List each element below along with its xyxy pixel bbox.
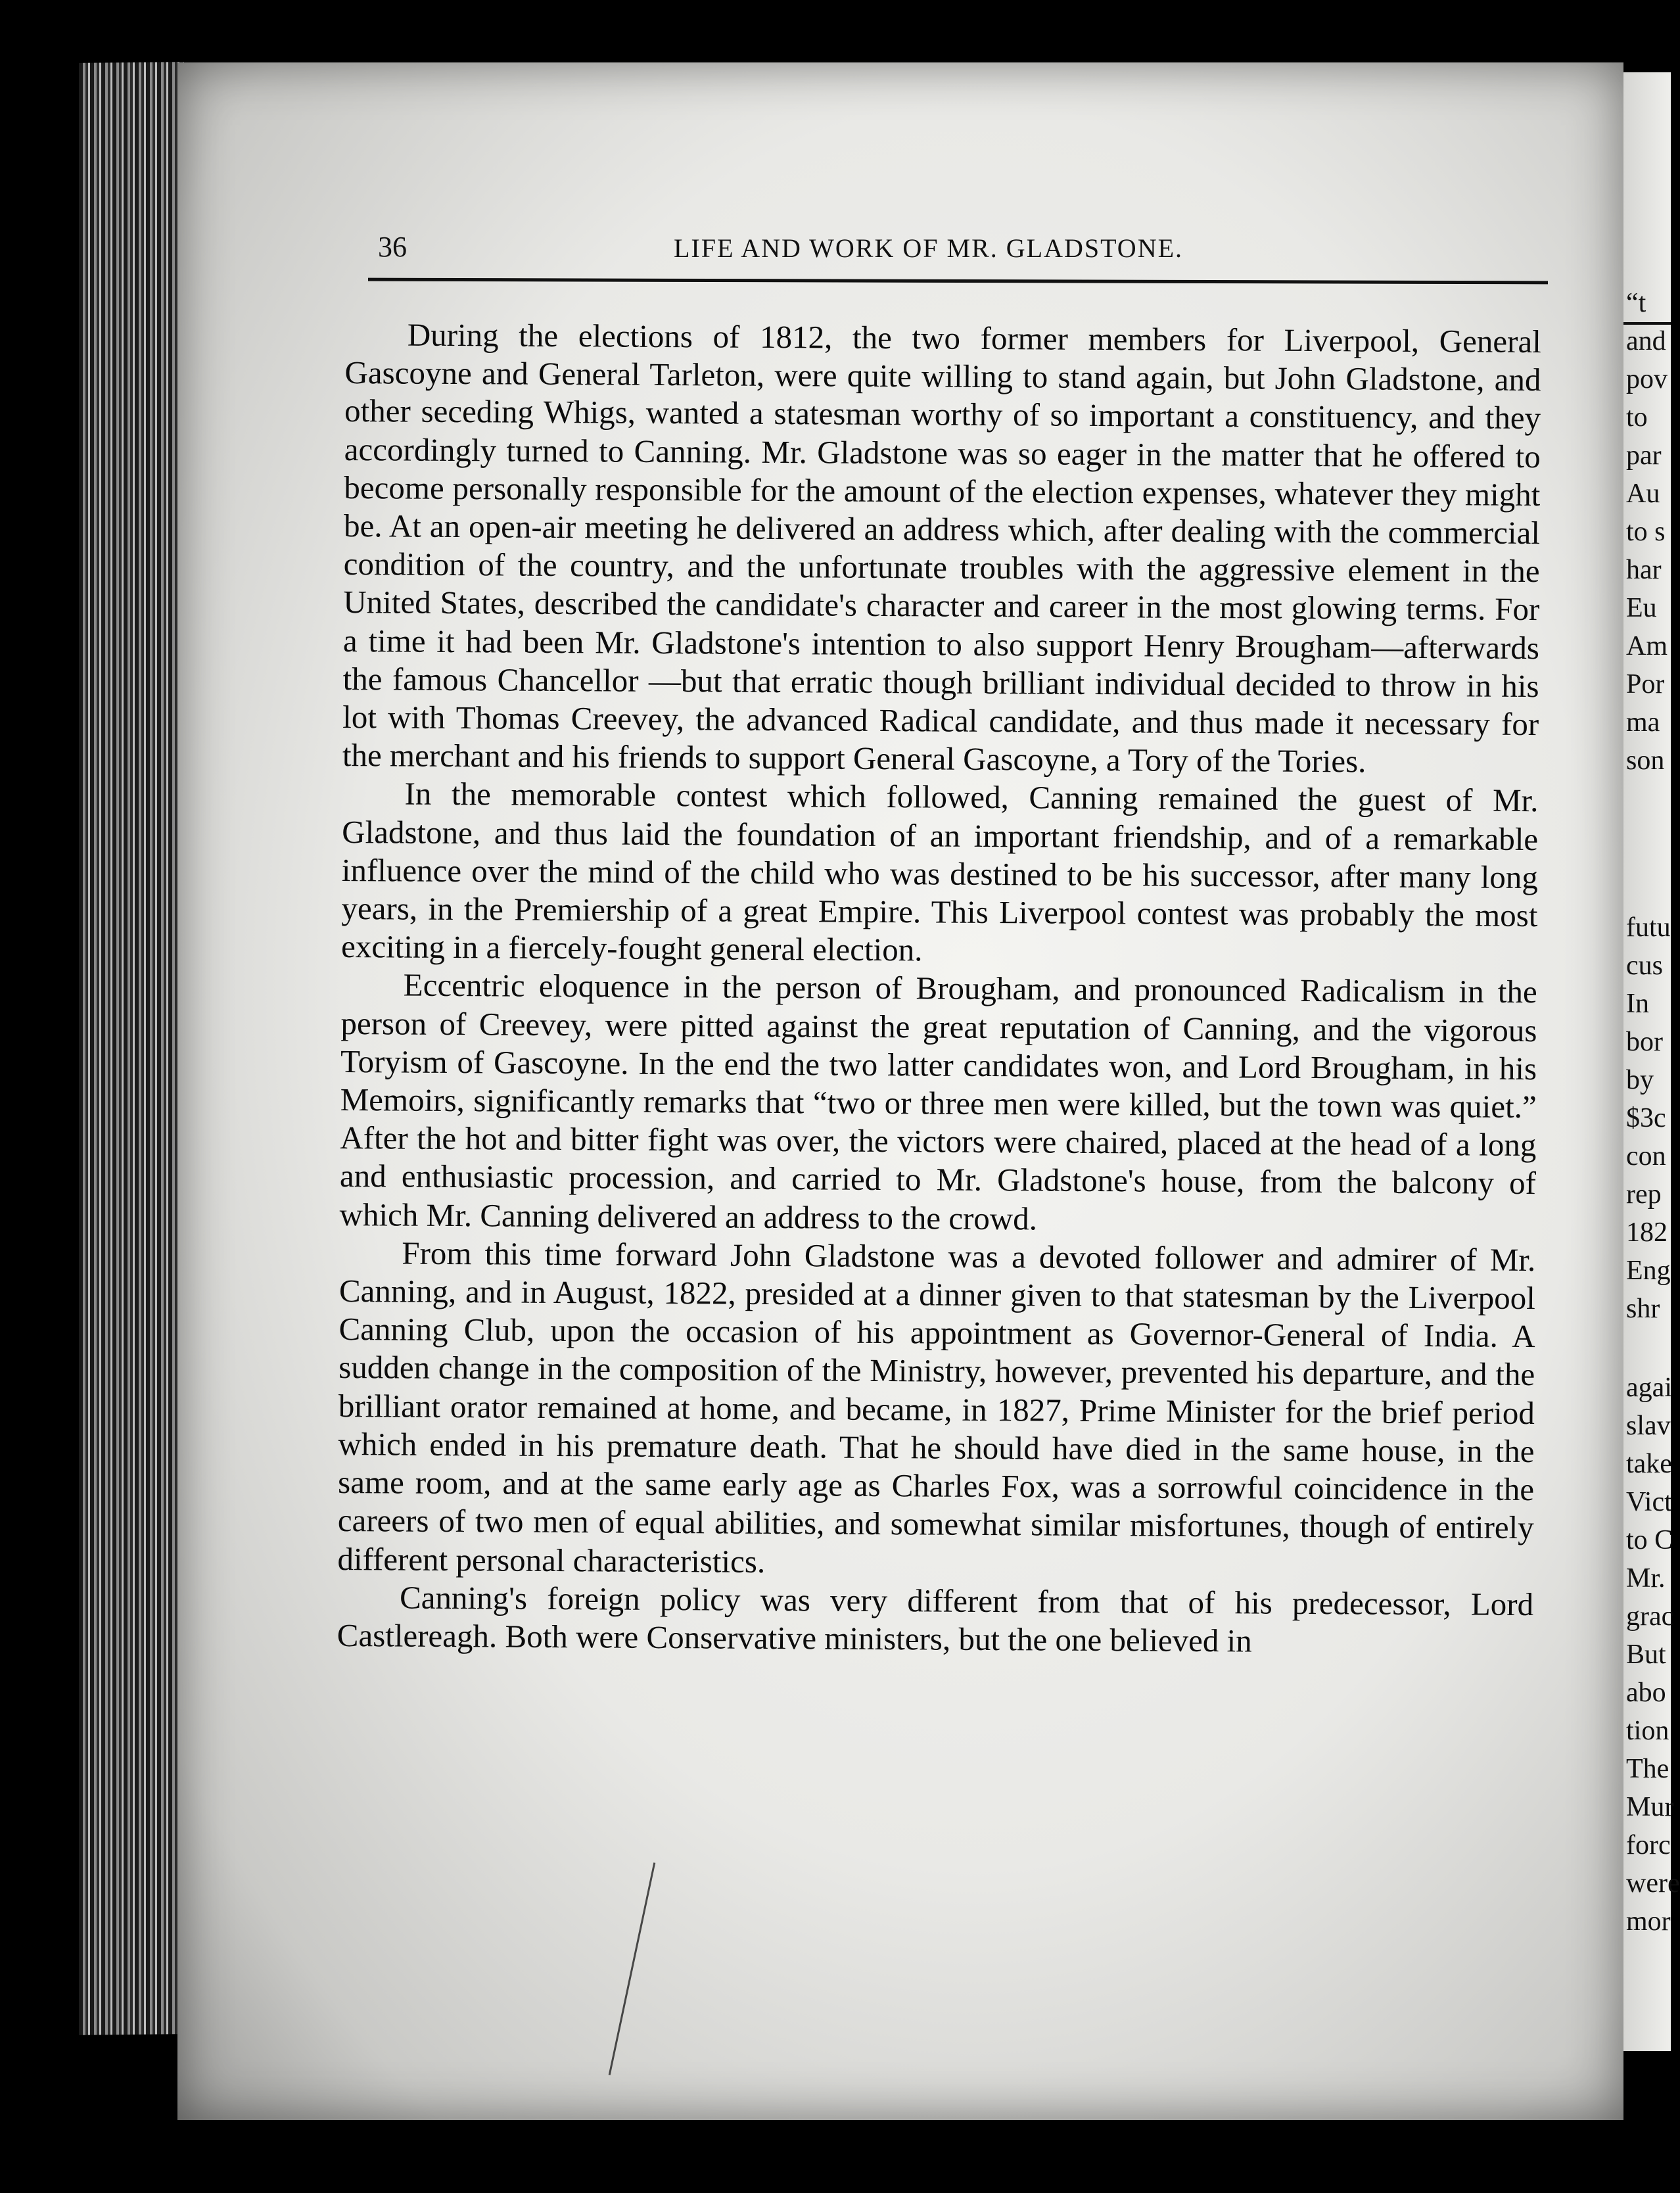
adjacent-page-rule <box>1623 322 1671 325</box>
page-number: 36 <box>378 231 407 263</box>
adjacent-page-fragment: ma <box>1626 707 1660 738</box>
adjacent-page-fragment: Mr. <box>1626 1563 1666 1593</box>
page-header <box>378 230 1535 283</box>
adjacent-page-fragment: cus <box>1626 951 1663 981</box>
book-page-edges <box>79 62 184 2035</box>
adjacent-page-fragment: Am <box>1626 631 1668 661</box>
adjacent-page-fragment: shr <box>1626 1294 1660 1324</box>
adjacent-page-fragment: con <box>1626 1141 1666 1171</box>
adjacent-page-fragment: tion <box>1626 1716 1669 1746</box>
adjacent-page-fragment: Eng <box>1626 1256 1671 1286</box>
paragraph: From this time forward John Gladstone was a devoted follower and admirer of Mr. Canning, and in August, 1822, presided at a dinner given to that statesman by the Liverpool Canning Club, upon the occasion of his appointment as Governor-General of India. A sudden change in the composition of the Ministry, however, prevented his departure, and the brilliant orator remained at home, and became, in 1827, Prime Minister for the brief period which ended in his premature death. That he should have died in the same house, in the same room, and at the same early age as Charles Fox, was a sorrowful coincidence in the careers of two men of equal abilities, and somewhat similar misfortunes, though of entirely different personal characteristics. <box>337 1235 1536 1580</box>
adjacent-page-sliver <box>1623 72 1680 2051</box>
adjacent-page-fragment: Mur <box>1626 1792 1674 1822</box>
adjacent-page-fragment: Vict <box>1626 1487 1672 1517</box>
adjacent-page-fragment: Por <box>1626 669 1665 699</box>
adjacent-page-fragment: The <box>1626 1754 1669 1784</box>
adjacent-page-fragment: take <box>1626 1449 1672 1479</box>
adjacent-page-fragment: to C <box>1626 1525 1673 1555</box>
adjacent-page-fragment: were <box>1626 1868 1680 1898</box>
adjacent-page-fragment: But <box>1626 1639 1666 1670</box>
adjacent-page-fragment: grac <box>1626 1601 1674 1632</box>
adjacent-page-fragment: Au <box>1626 479 1660 509</box>
paragraph: In the memorable contest which followed, Canning remained the guest of Mr. Gladstone, and thus laid the foundation of an important friendship, and of a remarkable influence over the mind of the child who was destined to be his successor, after many long years, in the Premiership of a great Empire. This Liverpool contest was probably the most exciting in a fiercely-fought general election. <box>340 776 1539 968</box>
adjacent-page-fragment: son <box>1626 745 1665 776</box>
paragraph: During the elections of 1812, the two former members for Liverpool, General Gascoyne and General Tarleton, were quite willing to stand again, but John Gladstone, and other seceding Whigs, wanted a statesman worthy of so important a constituency, and they accordingly turned to Canning. Mr. Gladstone was so eager in the matter that he offered to become personally responsible for the amount of the election expenses, whatever they might be. At an open-air meeting he delivered an address which, after dealing with the commercial condition of the country, and the unfortunate troubles with the aggressive element in the United States, described the candidate's character and career in the most glowing terms. For a time it had been Mr. Gladstone's intention to also support Henry Brougham—afterwards the famous Chancellor —but that erratic though brilliant individual decided to throw in his lot with Thomas Creevey, the advanced Radical candidate, and thus made it necessary for the merchant and his friends to support General Gascoyne, a Tory of the Tories. <box>342 316 1541 780</box>
paragraph: Eccentric eloquence in the person of Brougham, and pronounced Radicalism in the person of Creevey, were pitted against the great reputation of Canning, and the vigorous Toryism of Gascoyne. In the end the two latter candidates won, and Lord Brougham, in his Memoirs, significantly remarks that “two or three men were killed, but the town was quiet.” After the hot and bitter fight was over, the victors were chaired, placed at the head of a long and enthusiastic procession, and carried to Mr. Gladstone's house, from the balcony of which Mr. Canning delivered an address to the crowd. <box>339 967 1537 1237</box>
adjacent-page-fragment: slav <box>1626 1411 1671 1441</box>
adjacent-page-fragment: In <box>1626 989 1649 1019</box>
adjacent-page-fragment: mor <box>1626 1906 1671 1937</box>
adjacent-page-fragment: to s <box>1626 517 1666 547</box>
adjacent-page-fragment: agai <box>1626 1373 1672 1403</box>
adjacent-page-fragment: Eu <box>1626 593 1657 623</box>
paragraph: Canning's foreign policy was very different from that of his predecessor, Lord Castlereagh. Both were Conservative ministers, but the one believed in <box>337 1579 1534 1659</box>
adjacent-page-fragment: to <box>1626 402 1648 433</box>
adjacent-page-fragment: abo <box>1626 1678 1666 1708</box>
adjacent-page-fragment: $3c <box>1626 1103 1666 1133</box>
body-text <box>337 316 1541 1662</box>
adjacent-page-fragment: forc <box>1626 1830 1671 1860</box>
adjacent-page-fragment: by <box>1626 1065 1654 1095</box>
adjacent-page-fragment: bor <box>1626 1027 1663 1057</box>
adjacent-page-fragment: pov <box>1626 364 1668 394</box>
running-title: LIFE AND WORK OF MR. GLADSTONE. <box>674 233 1184 263</box>
adjacent-page-fragment: par <box>1626 440 1662 471</box>
adjacent-page-fragment: 182 <box>1626 1217 1668 1248</box>
adjacent-page-fragment: har <box>1626 555 1662 585</box>
adjacent-page-fragment: and <box>1626 326 1666 356</box>
adjacent-page-fragment: “t <box>1626 288 1646 318</box>
adjacent-page-fragment: futu <box>1626 912 1671 943</box>
adjacent-page-fragment: rep <box>1626 1179 1662 1210</box>
